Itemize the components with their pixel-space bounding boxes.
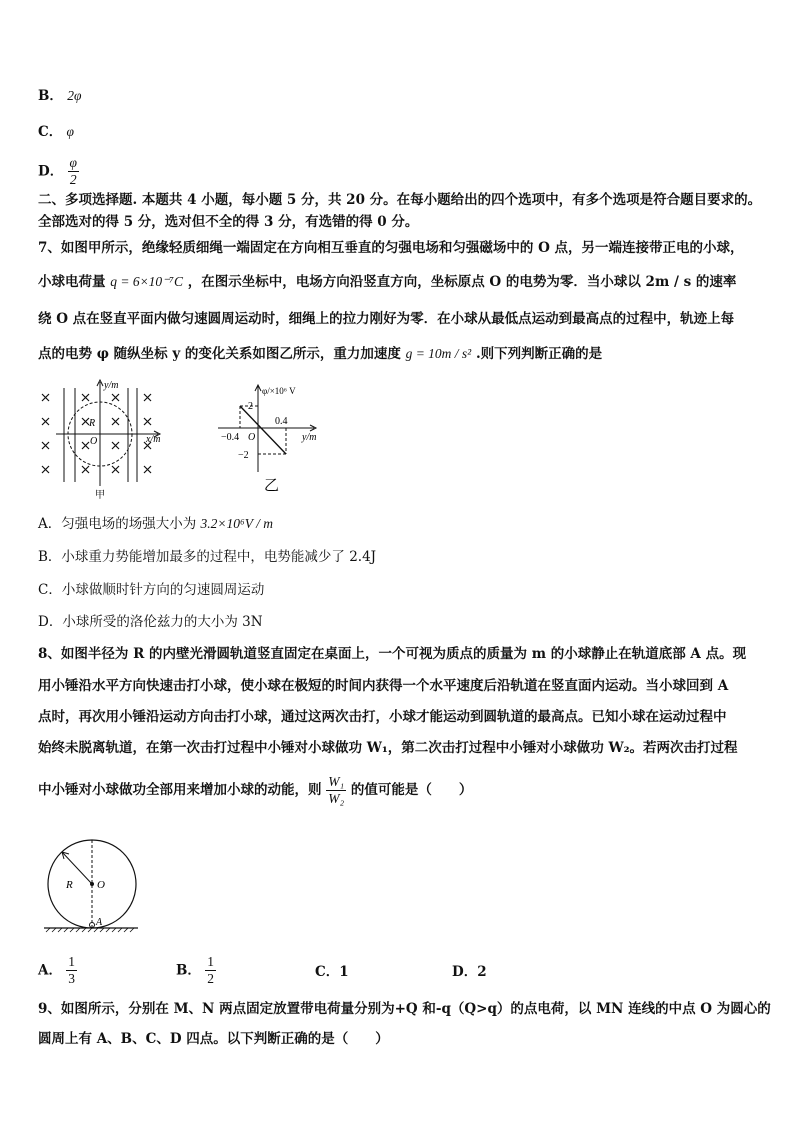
q8-option-b (176, 954, 216, 987)
numerator: φ (69, 155, 77, 170)
q8-line4: 始终未脱离轨道，在第一次击打过程中小锤对小球做功 W₁，第二次击打过程中小锤对小球做功 W₂。若两次击打过程 (38, 740, 738, 756)
section-heading-line2: 全部选对的得 5 分，选对但不全的得 3 分，有选错的得 0 分。 (38, 214, 419, 230)
tick-neg2: −2 (238, 450, 249, 461)
denominator: 3 (68, 971, 76, 986)
option-d (38, 155, 79, 188)
option-label: D． (38, 163, 64, 180)
option-c (38, 122, 74, 142)
denominator: W₂ (328, 791, 345, 806)
q7-option-b: B．小球重力势能增加最多的过程中，电势能减少了 2.4J (38, 549, 377, 565)
q8-line1: 8、如图半径为 R 的内壁光滑圆轨道竖直固定在桌面上，一个可视为质点的质量为 m 的小球静止在轨道底部 A 点。现 (38, 646, 747, 662)
option-formula: 3.2×10⁶V / m (200, 516, 273, 531)
q8-text: 的值可能是（ ） (350, 782, 473, 798)
q9-line1: 9、如图所示，分别在 M、N 两点固定放置带电荷量分别为+Q 和-q（Q>q）的点电荷，以 MN 连线的中点 O 为圆心的 (38, 1001, 771, 1017)
q7-option-c: C．小球做顺时针方向的匀速圆周运动 (38, 582, 265, 598)
x-label: y/m (302, 432, 317, 443)
numerator: 1 (207, 954, 214, 969)
q7-option-d: D．小球所受的洛伦兹力的大小为 3N (38, 614, 263, 630)
q7-line3: 绕 O 点在竖直平面内做匀速圆周运动时，细绳上的拉力刚好为零．在小球从最低点运动到最高点的过程中，轨迹上每 (38, 311, 735, 327)
option-b (38, 86, 81, 106)
caption: 甲 (95, 490, 105, 500)
fraction-w1-w2 (326, 774, 346, 807)
q8-option-c: C．1 (315, 964, 349, 980)
q7-text: 小球电荷量 (38, 274, 106, 290)
o-label: O (97, 879, 105, 891)
option-label: A． (38, 962, 62, 979)
q9-line2: 圆周上有 A、B、C、D 四点。以下判断正确的是（ ） (38, 1031, 389, 1047)
q7-text: ，在图示坐标中，电场方向沿竖直方向，坐标原点 O 的电势为零．当小球以 2m / s 的速率 (187, 274, 737, 290)
tick-2: 2 (248, 401, 253, 412)
q8-line5 (38, 774, 472, 807)
option-value: 2φ (67, 88, 82, 103)
figure-circular-track (40, 838, 140, 934)
a-label: A (96, 917, 103, 928)
q7-line2 (38, 272, 736, 292)
q7-text: .则下列判断正确的是 (475, 346, 603, 362)
phi-label: φ/×10⁶ V (262, 386, 296, 396)
y-label: y/m (104, 380, 119, 391)
q7-line4 (38, 344, 602, 364)
tick-04: 0.4 (275, 416, 288, 427)
caption: 乙 (264, 478, 280, 494)
r-label: R (66, 879, 73, 891)
q7-text: 点的电势 φ 随纵坐标 y 的变化关系如图乙所示，重力加速度 (38, 346, 401, 362)
phi-line (240, 406, 286, 454)
option-label: C． (38, 124, 63, 140)
q8-line2: 用小锤沿水平方向快速击打小球，使小球在极短的时间内获得一个水平速度后沿轨道在竖直面内运动。当小球回到 A (38, 678, 729, 694)
tick-neg04: −0.4 (221, 432, 240, 443)
q8-option-d: D．2 (452, 964, 487, 980)
option-value: φ (66, 124, 75, 139)
fraction (205, 954, 216, 987)
center-dot (90, 882, 94, 886)
r-label: R (89, 418, 96, 429)
numerator: W₁ (328, 774, 345, 789)
denominator: 2 (69, 172, 77, 187)
q8-line3: 点时，再次用小锤沿运动方向击打小球，通过这两次击打，小球才能运动到圆轨道的最高点。已知小球在运动过程中 (38, 709, 727, 725)
section-heading-line1: 二、多项选择题. 本题共 4 小题，每小题 5 分，共 20 分。在每小题给出的四个选项中，有多个选项是符合题目要求的。 (38, 192, 762, 208)
option-text: A．匀强电场的场强大小为 (38, 516, 197, 532)
q7-option-a (38, 514, 273, 534)
numerator: 1 (68, 954, 76, 969)
q7-formula-g: g = 10m / s² (405, 346, 472, 361)
option-label: B． (176, 962, 201, 979)
fraction (66, 954, 77, 987)
q7-formula-q: q = 6×10⁻⁷C (110, 274, 183, 289)
o-label: O (248, 432, 256, 443)
figure-jia (34, 378, 184, 500)
figure-yi (210, 382, 340, 498)
option-label: B． (38, 88, 63, 104)
q8-option-a (38, 954, 77, 987)
o-label: O (90, 436, 98, 447)
q7-line1: 7、如图甲所示，绝缘轻质细绳一端固定在方向相互垂直的匀强电场和匀强磁场中的 O 点，另一端连接带正电的小球， (38, 240, 744, 256)
fraction (68, 155, 79, 188)
denominator: 2 (207, 971, 214, 986)
q8-text: 中小锤对小球做功全部用来增加小球的动能，则 (38, 782, 322, 798)
x-label: x/m (146, 434, 161, 445)
